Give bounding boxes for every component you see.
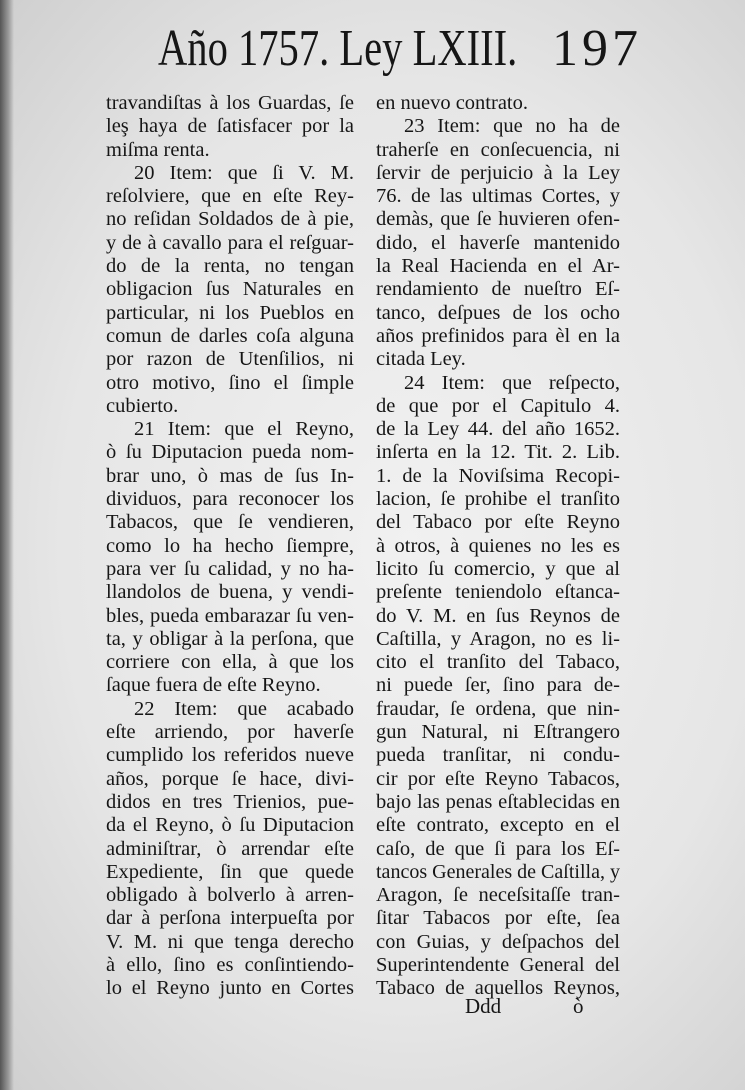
- text-line: 1. de la Noviſsima Recopi-: [376, 464, 620, 487]
- text-line: à otros, à quienes no les es: [376, 534, 620, 557]
- text-line: do de la renta, no tengan: [106, 255, 354, 278]
- text-line: V. M. ni que tenga derecho: [106, 930, 354, 953]
- text-line: inſerta en la 12. Tit. 2. Lib.: [376, 441, 620, 464]
- text-line: cubierto.: [106, 394, 179, 417]
- text-line: dividuos, para reconocer los: [106, 488, 354, 511]
- text-line: bles, pueda embarazar ſu ven-: [106, 604, 354, 627]
- text-line: Tabaco de aquellos Reynos,: [376, 977, 620, 1000]
- text-line: lo el Reyno junto en Cortes: [106, 977, 354, 1000]
- paragraph: [106, 418, 354, 698]
- text-line: citada Ley.: [376, 348, 466, 371]
- text-line: no reſidan Soldados de à pie,: [106, 208, 354, 231]
- page-binding-shadow: [0, 0, 14, 1090]
- paragraph: [106, 162, 354, 418]
- text-line: traherſe en conſecuencia, ni: [376, 138, 620, 161]
- text-line: caſo, de que ſi para los Eſ-: [376, 837, 620, 860]
- text-line: del Tabaco por eſte Reyno: [376, 511, 620, 534]
- text-line: Expediente, ſin que quede: [106, 860, 354, 883]
- paragraph: [376, 92, 620, 115]
- text-line: da el Reyno, ò ſu Diputacion: [106, 814, 354, 837]
- text-line: Aragon, ſe neceſsitaſſe tran-: [376, 884, 620, 907]
- text-line: otro motivo, ſino el ſimple: [106, 371, 354, 394]
- text-line: ò ſu Diputacion pueda nom-: [106, 441, 354, 464]
- text-line: 76. de las ultimas Cortes, y: [376, 185, 620, 208]
- text-line: fraudar, ſe ordena, que nin-: [376, 697, 620, 720]
- catchword: ò: [573, 994, 584, 1018]
- text-line: tanco, deſpues de los ocho: [376, 301, 620, 324]
- text-line: demàs, que ſe huvieren ofen-: [376, 208, 620, 231]
- text-line: travandiſtas à los Guardas, ſe: [106, 92, 354, 114]
- text-line: por razon de Utenſilios, ni: [106, 348, 354, 371]
- text-line: obligacion ſus Naturales en: [106, 278, 354, 301]
- paragraph: [106, 92, 354, 162]
- text-line: Caſtilla, y Aragon, no es li-: [376, 627, 620, 650]
- signature-mark: Ddd: [465, 994, 502, 1018]
- text-line: Tabacos, que ſe vendieren,: [106, 511, 354, 534]
- text-line: ni puede ſer, ſino para de-: [376, 674, 620, 697]
- text-line: 24 Item: que reſpecto,: [404, 371, 620, 394]
- text-line: cito el tranſito del Tabaco,: [376, 651, 620, 674]
- text-line: rendamiento de nueſtro Eſ-: [376, 278, 620, 301]
- text-line: y de à cavallo para el reſguar-: [106, 231, 354, 254]
- text-line: llandolos de buena, y vendi-: [106, 581, 354, 604]
- text-line: la Real Hacienda en el Ar-: [376, 255, 620, 278]
- text-line: brar uno, ò mas de ſus In-: [106, 464, 354, 487]
- page-number: 197: [552, 20, 642, 77]
- paragraph: [106, 698, 354, 1001]
- text-line: obligado à bolverlo à arren-: [106, 884, 354, 907]
- text-line: preſente teniendolo eſtanca-: [376, 581, 620, 604]
- text-line: eſte contrato, excepto en el: [376, 814, 620, 837]
- text-line: con Guias, y deſpachos del: [376, 930, 620, 953]
- text-line: particular, ni los Pueblos en: [106, 301, 354, 324]
- text-line: reſolviere, que en eſte Rey-: [106, 185, 354, 208]
- text-line: ta, y obligar à la perſona, que: [106, 627, 354, 650]
- text-line: como lo ha hecho ſiempre,: [106, 534, 354, 557]
- text-line: do V. M. en ſus Reynos de: [376, 604, 620, 627]
- text-line: comun de darles coſa alguna: [106, 324, 354, 347]
- text-line: licito ſu comercio, y que al: [376, 557, 620, 580]
- text-line: en nuevo contrato.: [376, 92, 528, 114]
- text-line: eſte arriendo, por haverſe: [106, 721, 354, 744]
- text-line: ſaque fuera de eſte Reyno.: [106, 674, 321, 697]
- text-line: años prefinidos para èl en la: [376, 324, 620, 347]
- text-line: dar à perſona interpueſta por: [106, 907, 354, 930]
- text-line: tancos Generales de Caſtilla, y: [376, 860, 621, 883]
- paragraph: [376, 115, 620, 371]
- text-line: adminiſtrar, ò arrendar eſte: [106, 837, 354, 860]
- text-line: lacion, ſe prohibe el tranſito: [376, 488, 620, 511]
- text-line: para ver ſu calidad, y no ha-: [106, 557, 354, 580]
- text-line: ſitar Tabacos por eſte, ſea: [376, 907, 620, 930]
- paragraph: [376, 372, 620, 1001]
- text-line: ſervir de perjuicio à la Ley: [376, 161, 620, 184]
- text-line: 22 Item: que acabado: [134, 697, 354, 720]
- text-line: 21 Item: que el Reyno,: [134, 418, 354, 441]
- text-line: Superintendente General del: [376, 953, 620, 976]
- text-line: años, porque ſe hace, divi-: [106, 767, 354, 790]
- text-line: à ello, ſino es conſintiendo-: [106, 953, 354, 976]
- text-line: didos en tres Trienios, pue-: [106, 790, 354, 813]
- text-line: pueda tranſitar, ni condu-: [376, 744, 620, 767]
- text-line: leş haya de ſatisfacer por la: [106, 115, 354, 138]
- text-line: de que por el Capitulo 4.: [376, 394, 620, 417]
- text-line: miſma renta.: [106, 138, 210, 161]
- text-line: 23 Item: que no ha de: [404, 115, 620, 138]
- text-line: cumplido los referidos nueve: [106, 744, 354, 767]
- text-line: de la Ley 44. del año 1652.: [376, 418, 620, 441]
- text-line: 20 Item: que ſi V. M.: [134, 161, 354, 184]
- right-column: [376, 92, 620, 1001]
- text-line: gun Natural, ni Eſtrangero: [376, 721, 620, 744]
- left-column: [106, 92, 354, 1001]
- text-line: dido, el haverſe mantenido: [376, 231, 620, 254]
- running-header-title: Año 1757. Ley LXIII.: [158, 20, 518, 77]
- text-line: corriere con ella, à que los: [106, 651, 354, 674]
- text-line: cir por eſte Reyno Tabacos,: [376, 767, 620, 790]
- text-line: bajo las penas eſtablecidas en: [376, 790, 620, 813]
